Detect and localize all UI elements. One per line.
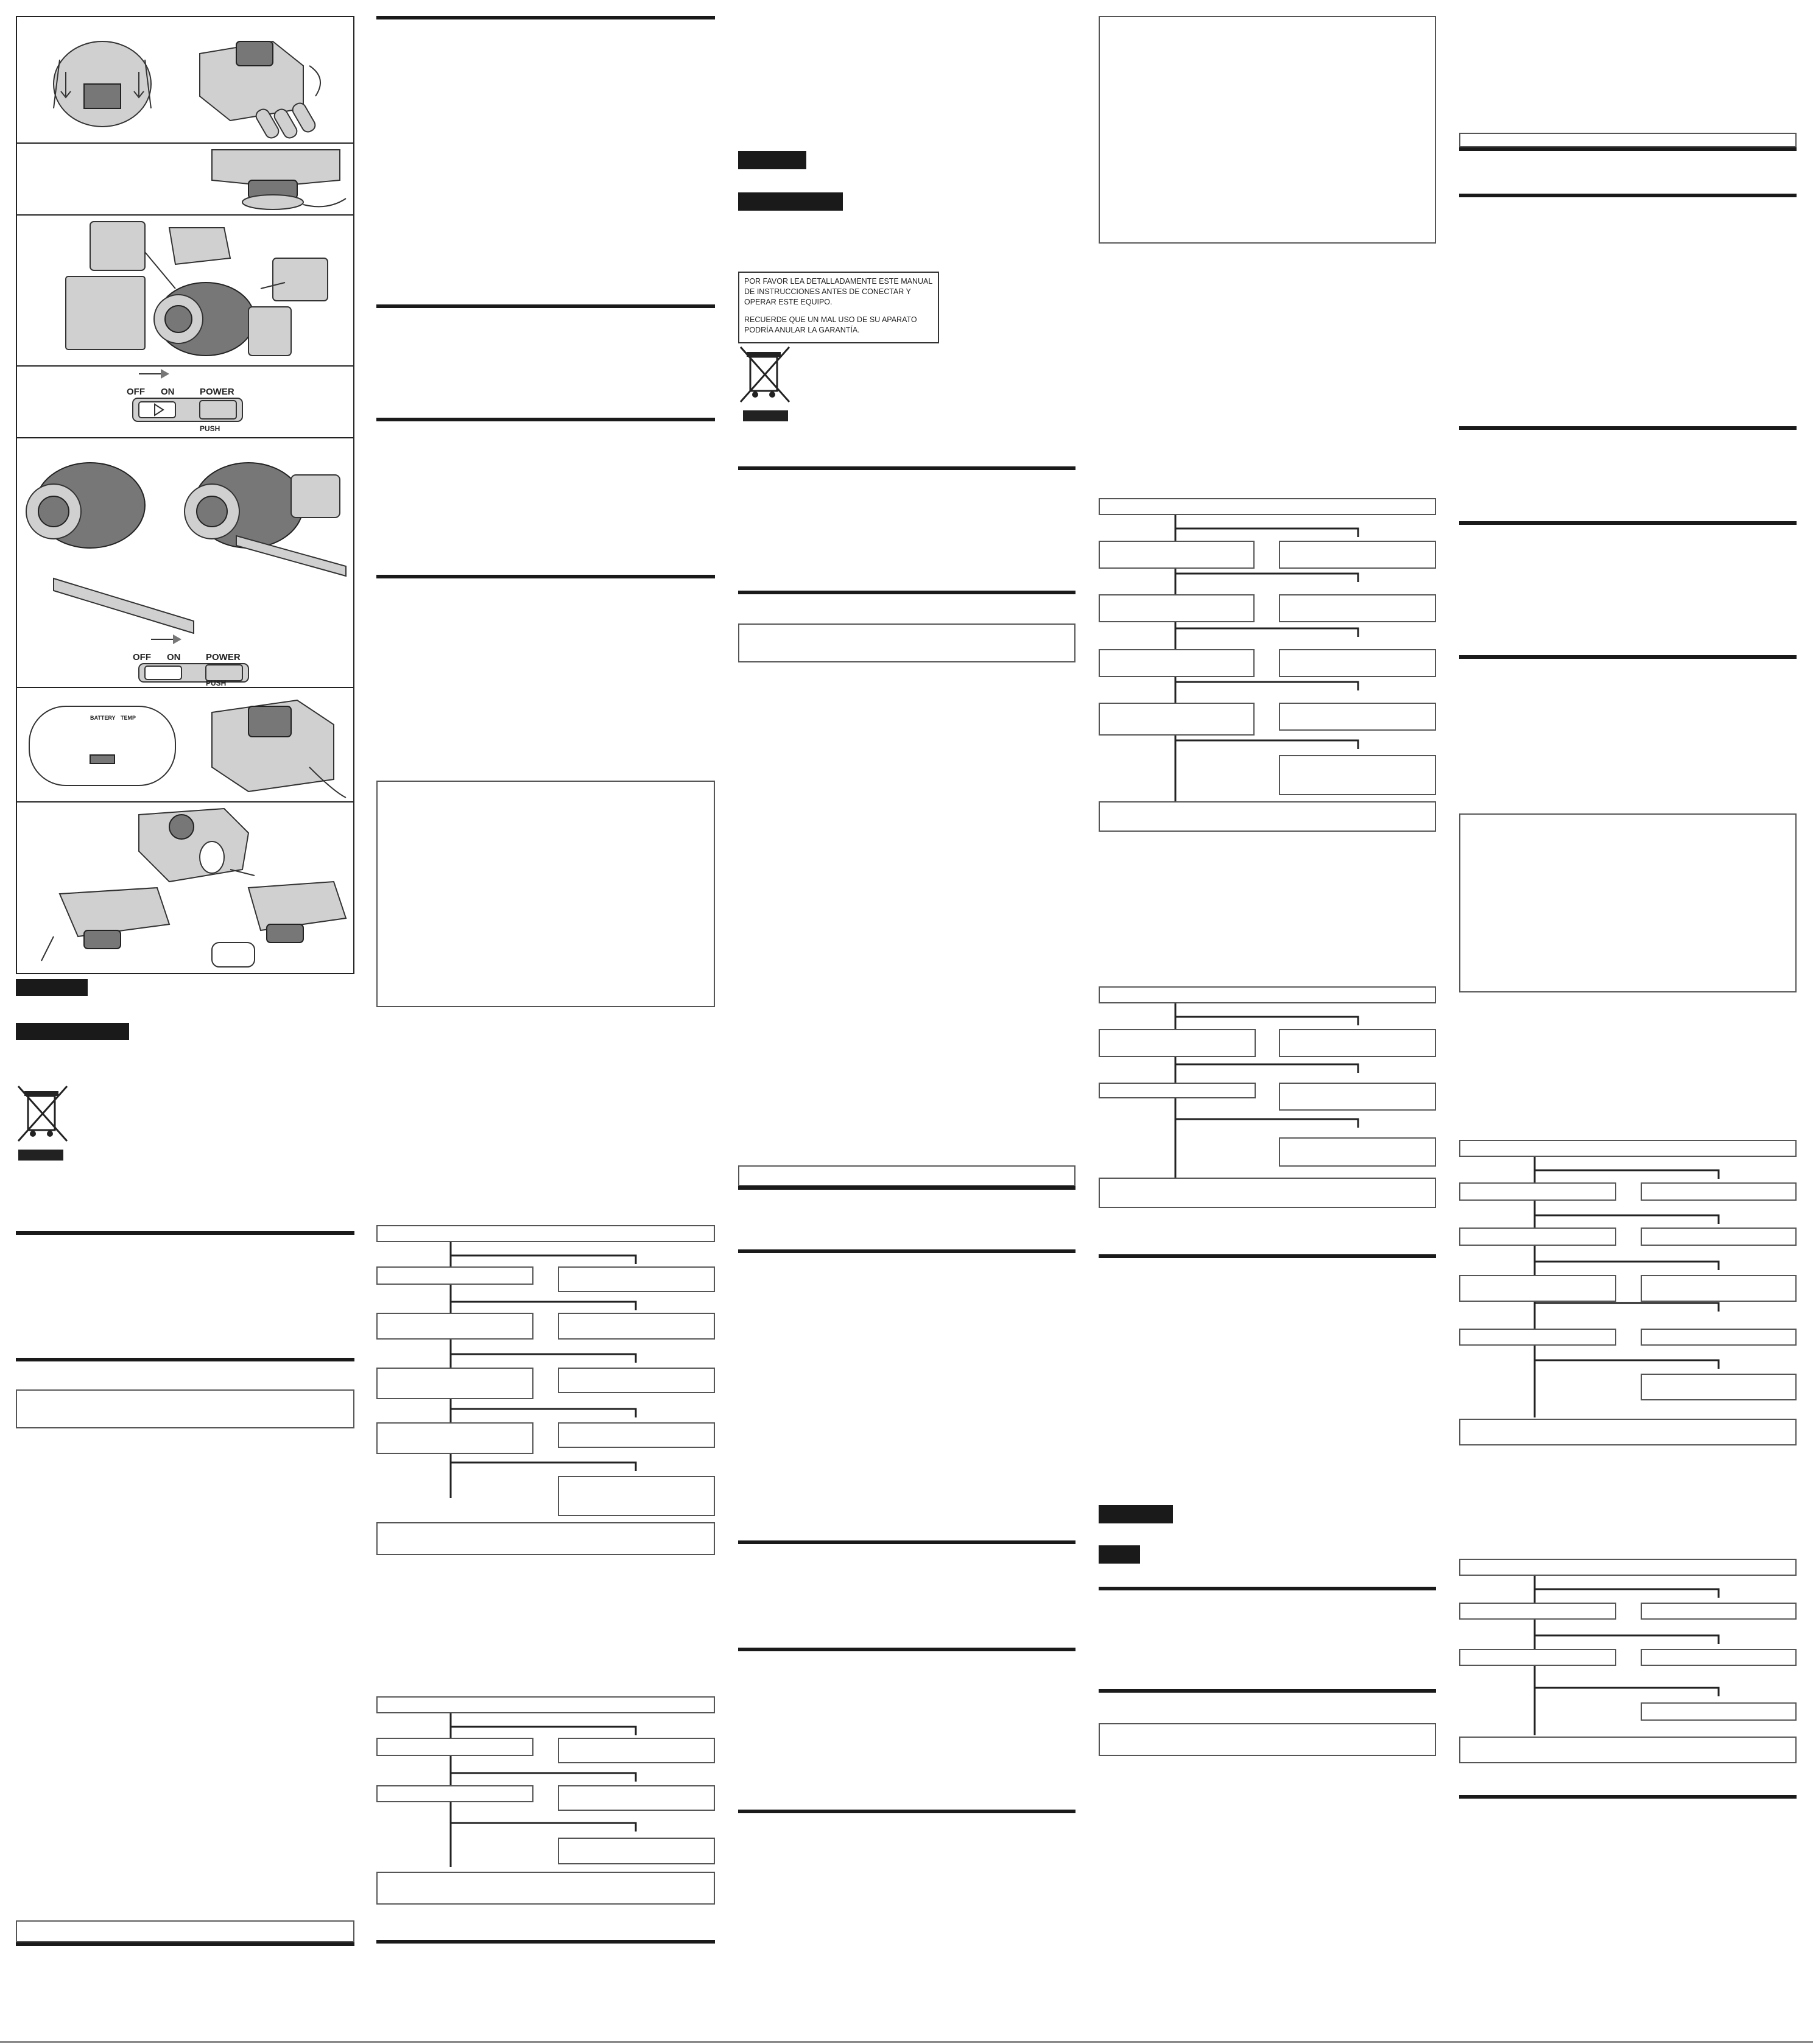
section-rule [1459, 426, 1797, 430]
switch-off-label: OFF [127, 387, 145, 397]
flow-step-box [376, 1266, 533, 1285]
figure-panel-battery-insert [17, 17, 354, 144]
flow-step-box [1279, 1137, 1436, 1167]
flow-step-box [1459, 1227, 1616, 1246]
flow-result-box [1099, 801, 1436, 832]
figure-panel-attach-to-camera [17, 216, 354, 367]
flow-step-box [1099, 541, 1255, 569]
figure-panel-battery-indicator [17, 688, 354, 802]
section-rule [1459, 194, 1797, 197]
flow-step-box [376, 1368, 533, 1399]
flow-step-box [558, 1313, 715, 1340]
flow-step-box [558, 1476, 715, 1516]
label-block [738, 192, 843, 211]
flow-step-box [1279, 1029, 1436, 1057]
power-switch-illustration [17, 367, 353, 437]
flow-step-box [1279, 541, 1436, 569]
section-rule [1099, 1587, 1436, 1590]
figure-panel-mount-knob [17, 144, 354, 216]
flow-step-box [558, 1838, 715, 1864]
crossed-out-wheelie-bin-icon [738, 345, 792, 424]
section-rule [1459, 147, 1797, 151]
flowchart-header [1099, 986, 1436, 1003]
flow-step-box [1279, 755, 1436, 795]
figure-panel-power-switch [17, 367, 354, 438]
info-box [376, 781, 715, 1007]
flow-step-box [1099, 1029, 1256, 1057]
section-rule [738, 591, 1075, 594]
section-rule [376, 575, 715, 578]
info-box [1459, 813, 1797, 992]
label-block [16, 1023, 129, 1040]
notice-paragraph-1: POR FAVOR LEA DETALLADAMENTE ESTE MANUAL DE INSTRUCCIONES ANTES DE CONECTAR Y OPERAR ESTE EQUIPO. [744, 277, 932, 306]
flow-result-box [1459, 1419, 1797, 1445]
figure-panel-cap-removal [17, 802, 354, 974]
section-rule [16, 1358, 354, 1361]
note-box [16, 1389, 354, 1428]
section-rule [738, 466, 1075, 470]
section-rule [1099, 1689, 1436, 1693]
section-rule [738, 1249, 1075, 1253]
switch-on-label: ON [161, 387, 175, 397]
flow-step-box [376, 1785, 533, 1802]
temp-indicator-label: TEMP [121, 715, 136, 721]
label-block [16, 979, 88, 996]
flow-step-box [1641, 1374, 1797, 1400]
note-box [738, 623, 1075, 662]
flow-step-box [558, 1422, 715, 1448]
battery-insert-illustration [17, 17, 353, 142]
flow-result-box [1099, 1178, 1436, 1208]
section-rule [1459, 655, 1797, 659]
flow-step-box [1099, 703, 1255, 736]
flow-result-box [1459, 1737, 1797, 1763]
flow-step-box [1459, 1329, 1616, 1346]
illustration-frame [16, 16, 354, 974]
flowchart-header [1459, 1559, 1797, 1576]
attach-to-camera-illustration [17, 216, 353, 365]
flow-step-box [1099, 1083, 1256, 1098]
section-rule [16, 1231, 354, 1235]
section-rule [376, 16, 715, 19]
flow-result-box [376, 1522, 715, 1555]
flow-step-box [558, 1785, 715, 1811]
label-block [1099, 1505, 1173, 1523]
section-rule [1459, 1795, 1797, 1799]
figure-panel-bracket-mount [17, 438, 354, 688]
flow-step-box [1641, 1182, 1797, 1201]
switch-push-label: PUSH [200, 424, 220, 433]
section-rule [376, 304, 715, 308]
battery-indicator-label: BATTERY [90, 715, 116, 721]
flow-step-box [1099, 594, 1255, 622]
flow-step-box [558, 1368, 715, 1393]
flow-step-box [1459, 1182, 1616, 1201]
flow-step-box [1279, 649, 1436, 677]
battery-indicator-illustration [17, 688, 353, 801]
flow-step-box [1641, 1329, 1797, 1346]
flow-result-box [376, 1872, 715, 1905]
label-block [1099, 1545, 1140, 1564]
flow-step-box [1459, 1649, 1616, 1666]
flow-step-box [558, 1738, 715, 1763]
header-box [738, 1165, 1075, 1186]
section-rule [738, 1648, 1075, 1651]
flow-step-box [1641, 1603, 1797, 1620]
section-rule [738, 1810, 1075, 1813]
crossed-out-wheelie-bin-icon [16, 1084, 69, 1163]
flow-step-box [1279, 703, 1436, 731]
header-box [1459, 133, 1797, 147]
warning-notice-box [738, 272, 939, 343]
section-rule [376, 1940, 715, 1944]
notice-paragraph-2: RECUERDE QUE UN MAL USO DE SU APARATO PODRÍA ANULAR LA GARANTÍA. [744, 315, 917, 334]
section-rule [16, 1942, 354, 1946]
section-rule [1099, 1254, 1436, 1258]
flow-step-box [376, 1422, 533, 1454]
flowchart-header [376, 1225, 715, 1242]
switch-on-label-2: ON [167, 652, 181, 662]
mount-knob-illustration [17, 144, 353, 214]
flow-step-box [1279, 594, 1436, 622]
flow-step-box [1641, 1275, 1797, 1302]
section-rule [1459, 521, 1797, 525]
flow-step-box [558, 1266, 715, 1292]
flow-step-box [1459, 1603, 1616, 1620]
flow-step-box [376, 1738, 533, 1756]
section-rule [376, 418, 715, 421]
cap-removal-illustration [17, 802, 353, 973]
flow-step-box [376, 1313, 533, 1340]
flow-step-box [1641, 1702, 1797, 1721]
header-box [16, 1920, 354, 1942]
flowchart-header [376, 1696, 715, 1713]
switch-off-label-2: OFF [133, 652, 151, 662]
switch-power-label: POWER [200, 387, 234, 397]
info-box [1099, 16, 1436, 244]
flow-step-box [1641, 1227, 1797, 1246]
flow-step-box [1459, 1275, 1616, 1302]
page-bottom-edge [0, 2041, 1813, 2043]
flow-step-box [1099, 649, 1255, 677]
section-rule [738, 1186, 1075, 1190]
bracket-mount-illustration [17, 438, 353, 687]
label-block [738, 151, 806, 169]
note-box [1099, 1723, 1436, 1756]
switch-power-label-2: POWER [206, 652, 241, 662]
flow-step-box [1641, 1649, 1797, 1666]
flow-step-box [1279, 1083, 1436, 1111]
section-rule [738, 1540, 1075, 1544]
flowchart-header [1459, 1140, 1797, 1157]
switch-push-label-2: PUSH [206, 679, 227, 687]
flowchart-header [1099, 498, 1436, 515]
